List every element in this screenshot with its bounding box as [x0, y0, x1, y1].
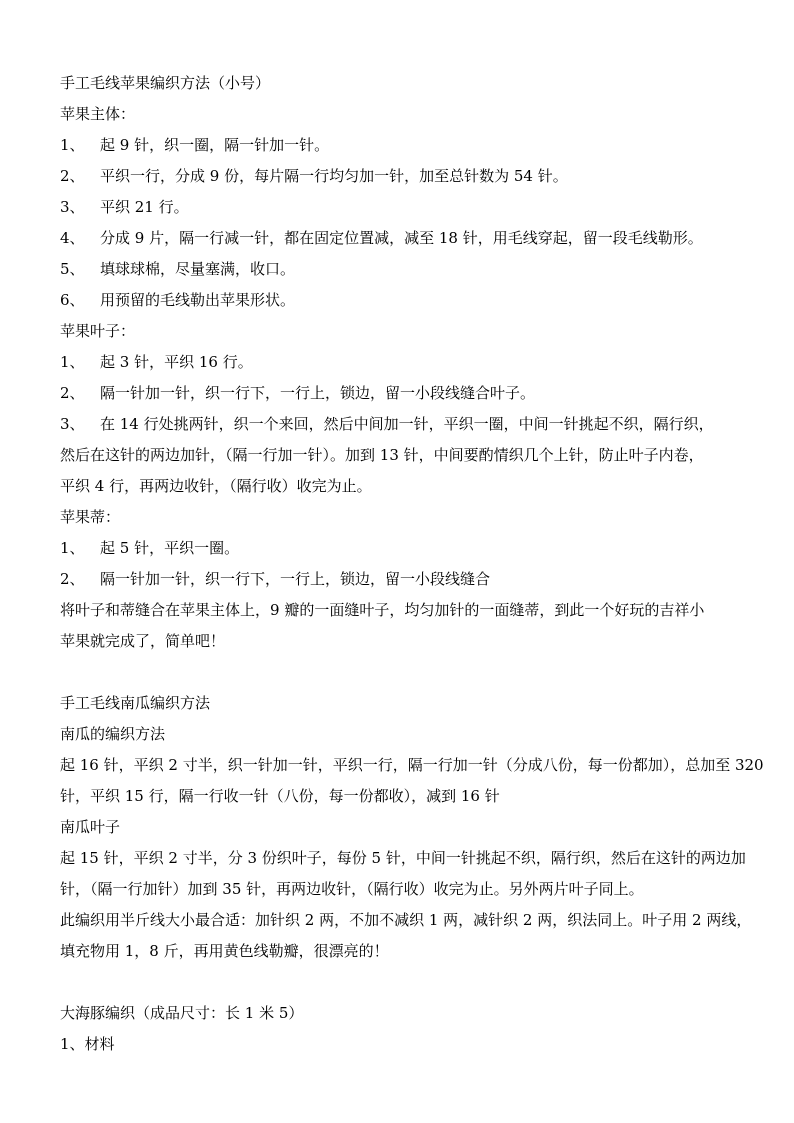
list-item	[60, 161, 760, 192]
apple-title: 手工毛线苹果编织方法（小号）	[60, 74, 271, 92]
step-text: 隔一针加一针，织一行下，一行上，锁边，留一小段线缝合	[100, 570, 491, 588]
list-item	[60, 409, 760, 440]
step-text: 填球球棉，尽量塞满，收口。	[100, 260, 296, 278]
paragraph-line: 平织 4 行，再两边收针，（隔行收）收完为止。	[60, 477, 372, 495]
step-number: 3、	[60, 198, 85, 216]
apple-body-heading: 苹果主体：	[60, 105, 136, 123]
pumpkin-heading: 南瓜的编织方法	[60, 725, 166, 743]
list-item	[60, 223, 760, 254]
pumpkin-leaf-heading: 南瓜叶子	[60, 818, 121, 836]
list-item	[60, 130, 760, 161]
paragraph-line: 起 16 针，平织 2 寸半，织一针加一针，平织一行，隔一行加一针（分成八份，每一份都加），总加至 320	[60, 756, 764, 774]
step-number: 1、	[60, 353, 85, 371]
step-number: 4、	[60, 229, 85, 247]
list-item	[60, 285, 760, 316]
paragraph-line: 将叶子和蒂缝合在苹果主体上，9 瓣的一面缝叶子，均匀加针的一面缝蒂，到此一个好玩的吉祥小	[60, 601, 705, 619]
list-item	[60, 378, 760, 409]
step-number: 2、	[60, 570, 85, 588]
paragraph-line: 苹果就完成了，简单吧！	[60, 632, 226, 650]
dolphin-title: 大海豚编织（成品尺寸：长 1 米 5）	[60, 1004, 304, 1022]
step-text: 用预留的毛线勒出苹果形状。	[100, 291, 296, 309]
step-text: 平织一行，分成 9 份，每片隔一行均匀加一针，加至总针数为 54 针。	[100, 167, 568, 185]
section-gap	[60, 967, 760, 998]
document-page	[60, 68, 764, 1060]
step-text: 在 14 行处挑两针，织一个来回，然后中间加一针，平织一圈，中间一针挑起不织，隔行织，	[100, 415, 714, 433]
list-item	[60, 347, 760, 378]
paragraph-line: 针，平织 15 行，隔一行收一针（八份，每一份都收），减到 16 针	[60, 787, 500, 805]
step-number: 3、	[60, 415, 85, 433]
paragraph-line: 填充物用 1，8 斤，再用黄色线勒瓣，很漂亮的！	[60, 942, 389, 960]
paragraph-line: 针，（隔一行加针）加到 35 针，再两边收针，（隔行收）收完为止。另外两片叶子同上。	[60, 880, 644, 898]
apple-leaf-heading: 苹果叶子：	[60, 322, 136, 340]
dolphin-item-materials: 1、材料	[60, 1035, 115, 1053]
step-text: 分成 9 片，隔一行减一针，都在固定位置减，减至 18 针，用毛线穿起，留一段毛线勒形。	[100, 229, 703, 247]
step-text: 起 5 针，平织一圈。	[100, 539, 240, 557]
paragraph-line: 起 15 针，平织 2 寸半，分 3 份织叶子，每份 5 针，中间一针挑起不织，隔行织，然后在这针的两边加	[60, 849, 746, 867]
apple-stem-heading: 苹果蒂：	[60, 508, 121, 526]
step-number: 6、	[60, 291, 85, 309]
step-number: 2、	[60, 384, 85, 402]
list-item	[60, 192, 760, 223]
list-item	[60, 564, 760, 595]
step-text: 起 9 针，织一圈，隔一针加一针。	[100, 136, 330, 154]
step-number: 1、	[60, 539, 85, 557]
pumpkin-title: 手工毛线南瓜编织方法	[60, 694, 211, 712]
step-text: 起 3 针，平织 16 行。	[100, 353, 253, 371]
step-text: 隔一针加一针，织一行下，一行上，锁边，留一小段线缝合叶子。	[100, 384, 536, 402]
list-item	[60, 533, 760, 564]
paragraph-line: 此编织用半斤线大小最合适：加针织 2 两，不加不减织 1 两，减针织 2 两，织法同上。叶子用 2 两线，	[60, 911, 752, 929]
paragraph-line: 然后在这针的两边加针，（隔一行加一针）。加到 13 针，中间要酌情织几个上针，防止叶子内卷，	[60, 446, 704, 464]
step-number: 2、	[60, 167, 85, 185]
step-number: 1、	[60, 136, 85, 154]
list-item	[60, 254, 760, 285]
section-gap	[60, 657, 760, 688]
step-text: 平织 21 行。	[100, 198, 189, 216]
step-number: 5、	[60, 260, 85, 278]
